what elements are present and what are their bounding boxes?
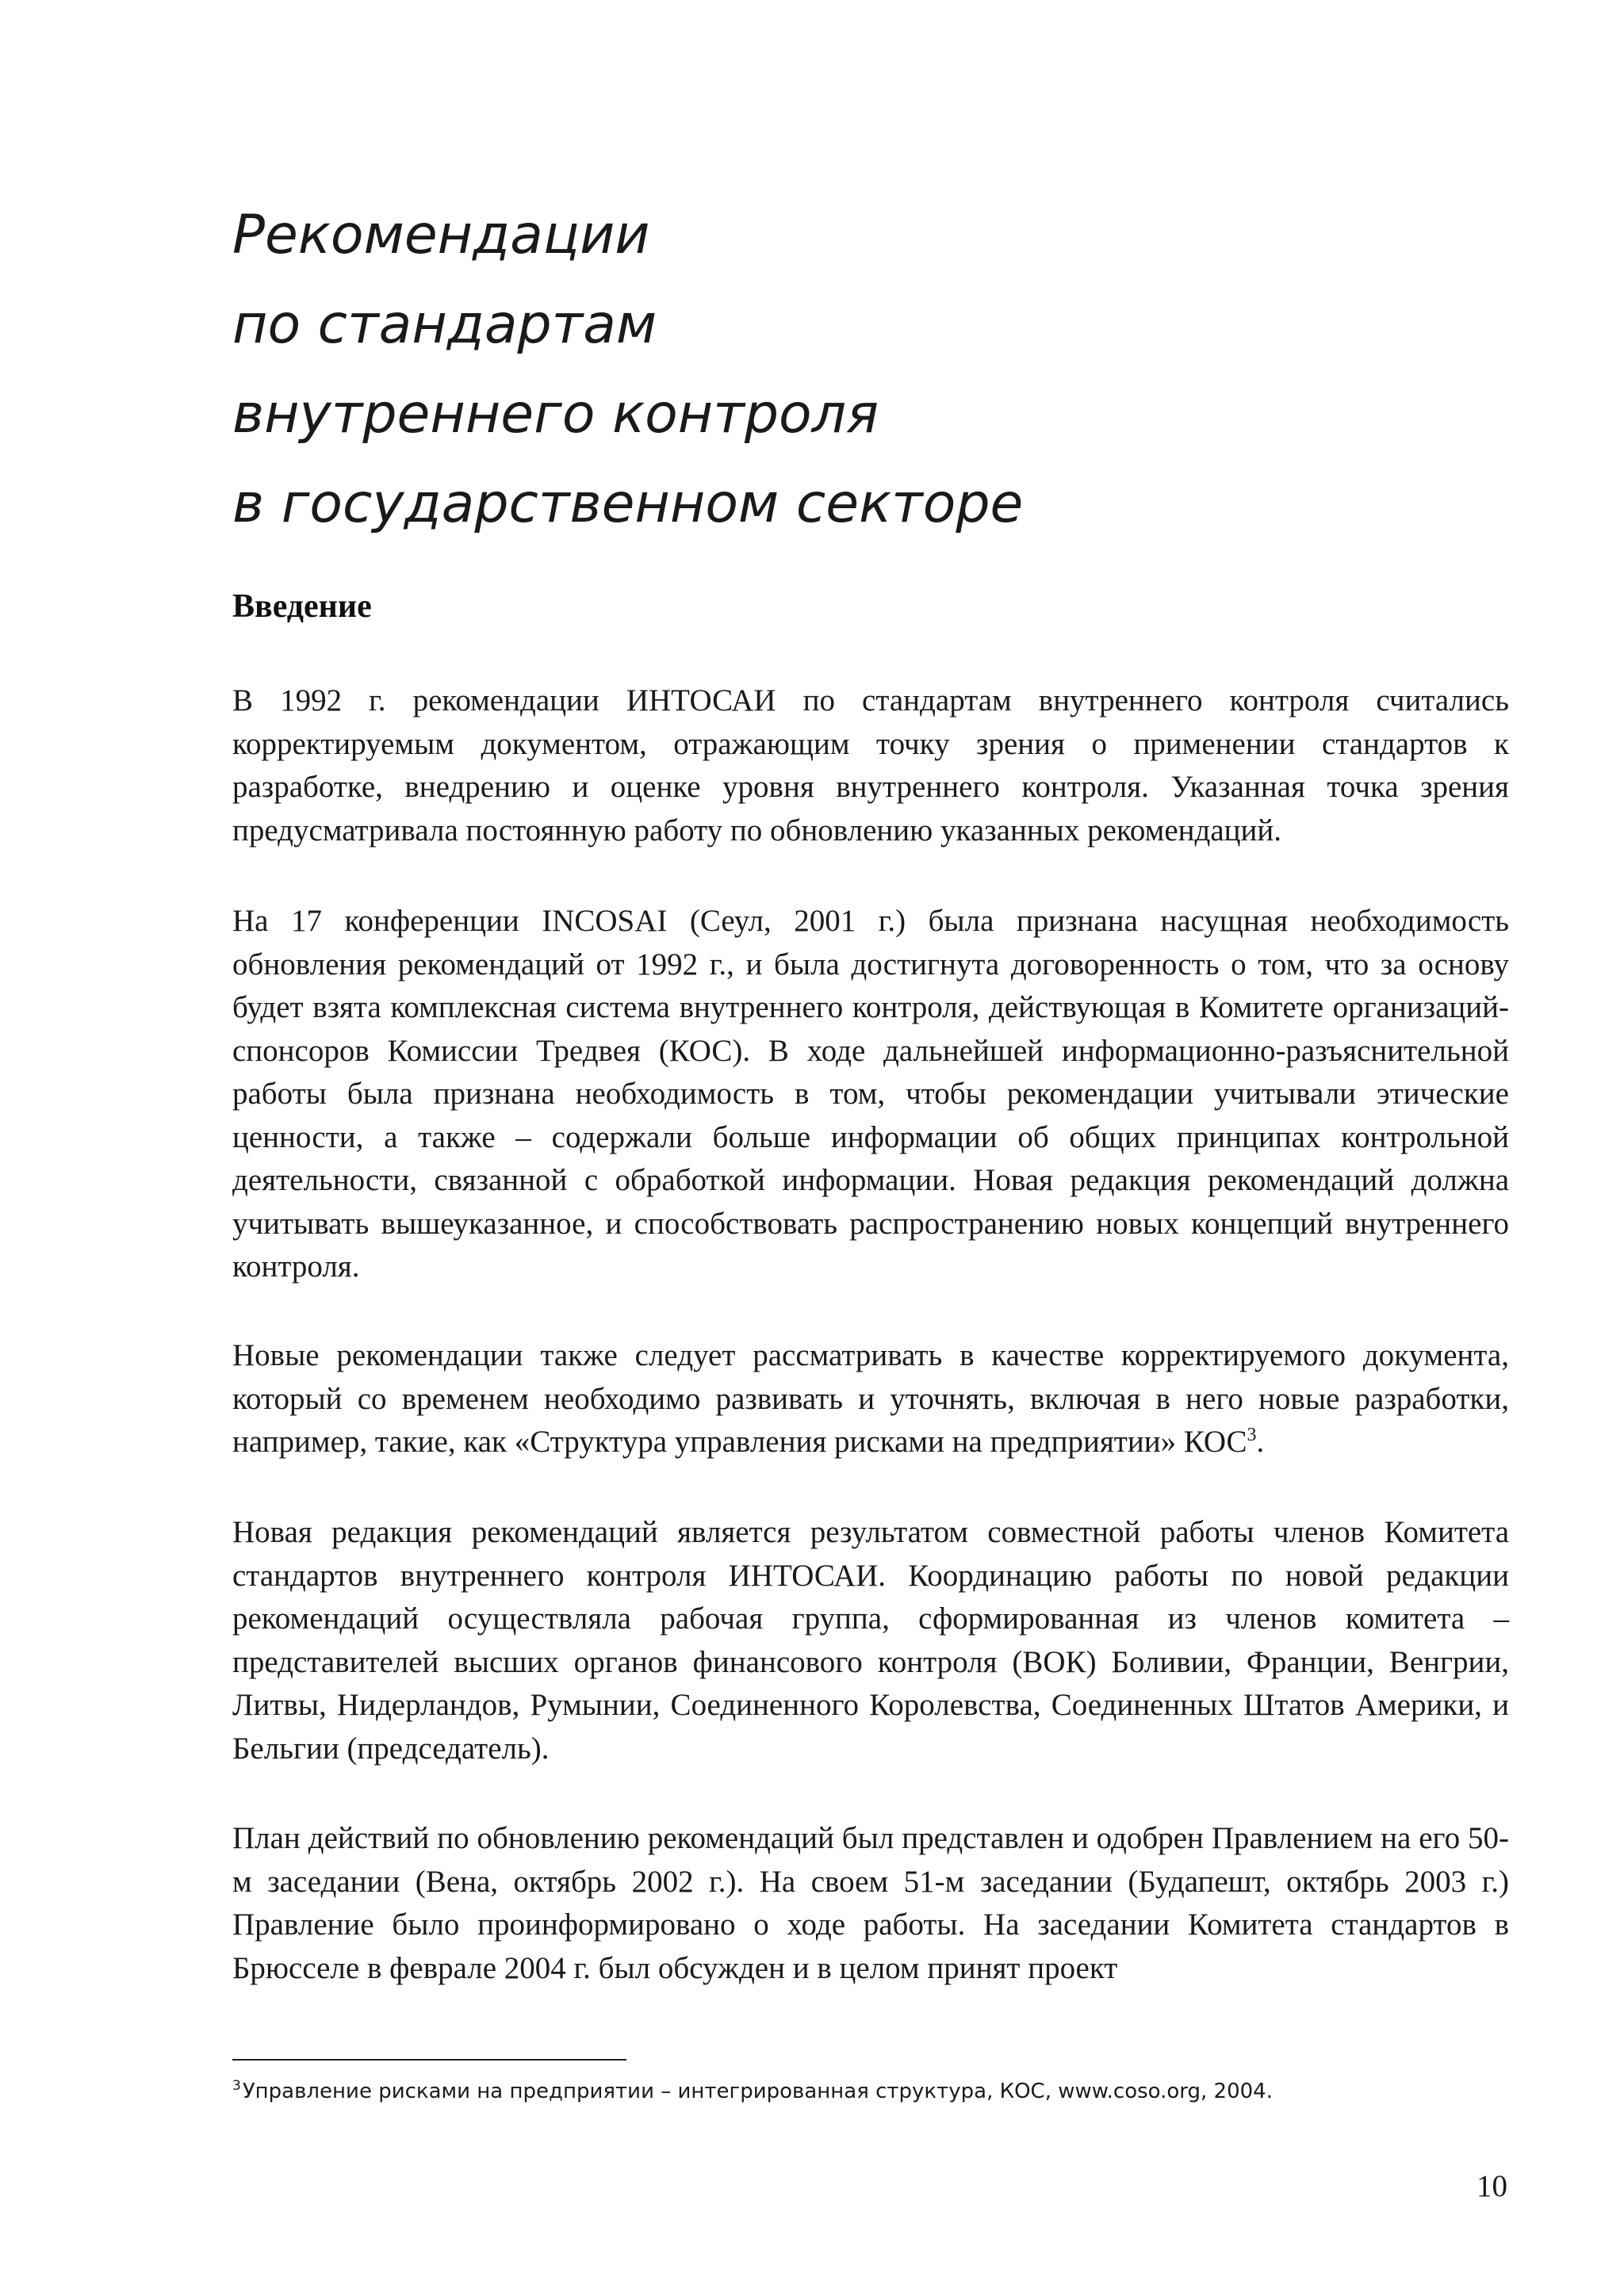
title-line-1: Рекомендации <box>232 204 650 266</box>
footnote-text: Управление рисками на предприятии – интегрированная структура, КОС, www.coso.org, 2004. <box>242 2080 1273 2103</box>
paragraph-3 <box>232 1334 1509 1464</box>
page-number: 10 <box>1477 2169 1507 2203</box>
section-heading: Введение <box>232 588 372 625</box>
footnote-reference[interactable]: 3 <box>1247 1425 1257 1445</box>
document-title <box>232 190 1501 549</box>
footnote-separator <box>232 2059 626 2061</box>
paragraph-2: На 17 конференции INCOSAI (Сеул, 2001 г.) была признана насущная необходимость обновления рекомендаций от 1992 г., и была достигнута договоренность о том, что за основу будет взята комплексная система внутреннего контроля, действующая в Комитете организаций-спонсоров Комиссии Тредвея (КОС). В ходе дальнейшей информационно-разъяснительной работы была признана необходимость в том, чтобы рекомендации учитывали этические ценности, а также – содержали больше информации об общих принципах контрольной деятельности, связанной с обработкой информации. Новая редакция рекомендаций должна учитывать вышеуказанное, и способствовать распространению новых концепций внутреннего контроля. <box>232 904 1509 1284</box>
paragraph-3-end: . <box>1256 1425 1265 1459</box>
paragraph-3-text: Новые рекомендации также следует рассматривать в качестве корректируемого документа, который со временем необходимо развивать и уточнять, включая в него новые разработки, например, такие, как «Структура управления рисками на предприятии» КОС <box>232 1338 1509 1459</box>
footnote <box>232 2077 1273 2106</box>
footnote-mark: 3 <box>232 2078 241 2095</box>
paragraph-1: В 1992 г. рекомендации ИНТОСАИ по стандартам внутреннего контроля считались корректируемым документом, отражающим точку зрения о применении стандартов к разработке, внедрению и оценке уровня внутреннего контроля. Указанная точка зрения предусматривала постоянную работу по обновлению указанных рекомендаций. <box>232 683 1509 848</box>
paragraph-4: Новая редакция рекомендаций является результатом совместной работы членов Комитета стандартов внутреннего контроля ИНТОСАИ. Координацию работы по новой редакции рекомендаций осуществляла рабочая группа, сформированная из членов комитета – представителей высших органов финансового контроля (ВОК) Боливии, Франции, Венгрии, Литвы, Нидерландов, Румынии, Соединенного Королевства, Соединенных Штатов Америки, и Бельгии (председатель). <box>232 1515 1509 1766</box>
title-line-3: внутреннего контроля <box>232 383 879 446</box>
title-line-4: в государственном секторе <box>232 473 1024 535</box>
title-line-2: по стандартам <box>232 293 657 356</box>
paragraph-5: План действий по обновлению рекомендаций был представлен и одобрен Правлением на его 50-м заседании (Вена, октябрь 2002 г.). На своем 51-м заседании (Будапешт, октябрь 2003 г.) Правление было проинформировано о ходе работы. На заседании Комитета стандартов в Брюсселе в феврале 2004 г. был обсужден и в целом принят проект <box>232 1821 1509 1985</box>
